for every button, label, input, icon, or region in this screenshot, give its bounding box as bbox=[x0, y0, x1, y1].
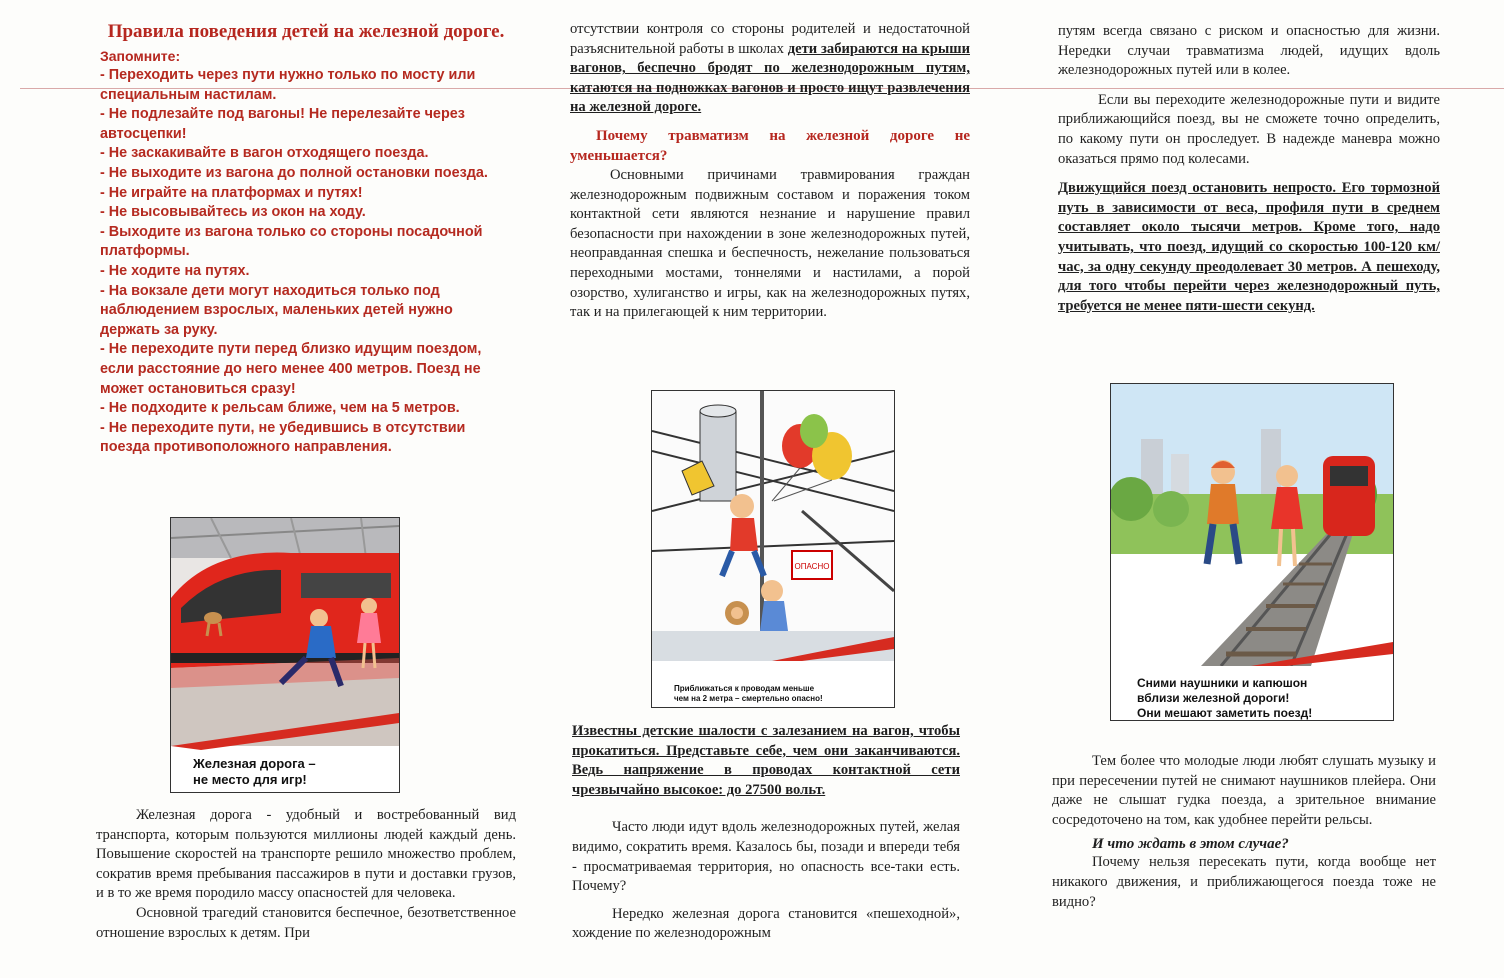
rule-item: - Переходить через пути нужно только по мосту или специальным настилам. bbox=[100, 67, 476, 103]
rule-item: - На вокзале дети могут находиться только под наблюдением взрослых, маленьких детей нужно держать за руку. bbox=[100, 282, 453, 338]
column-1-bottom bbox=[96, 806, 516, 943]
rule-item: - Не подлезайте под вагоны! Не перелезайте через автосцепки! bbox=[100, 106, 465, 142]
paragraph: Основными причинами травмирования граждан железнодорожным подвижным составом и поражения током контактной сети являются незнание и нарушение правил безопасности при нахождении в зоне железнодорожных путей, неоправданная спешка и беспечность, нежелание пользоваться переходными мостами, тоннелями и настилами, а порой озорство, хулиганство и игры, как на железнодорожных путях, так и на прилегающей к ним территории. bbox=[570, 166, 970, 321]
subheading: Почему травматизм на железной дороге не уменьшается? bbox=[570, 127, 970, 164]
rule-item: - Не заскакивайте в вагон отходящего поезда. bbox=[100, 145, 429, 162]
paragraph: Основной трагедий становится беспечное, безответственное отношение взрослых к детям. При bbox=[96, 904, 516, 941]
rule-item: - Выходите из вагона только со стороны посадочной платформы. bbox=[100, 223, 483, 260]
column-2-bottom bbox=[572, 722, 960, 944]
column-1 bbox=[96, 0, 516, 458]
paragraph: Часто люди идут вдоль железнодорожных путей, желая видимо, сократить время. Казалось бы, позади и впереди тебя - просматриваемая территория, но опасность все-таки есть. Почему? bbox=[572, 819, 960, 895]
paragraph: Известны детские шалости с залезанием на вагон, чтобы прокатиться. Представьте себе, чем они заканчиваются. Ведь напряжение в проводах контактной сети чрезвычайно высокое: до 27500 вольт. bbox=[572, 723, 960, 798]
rule-item: - Не играйте на платформах и путях! bbox=[100, 184, 363, 201]
paragraph: Почему нельзя пересекать пути, когда вообще нет никакого движения, и приближающегося поезда тоже не видно? bbox=[1052, 854, 1436, 910]
paragraph: путям всегда связано с риском и опасностью для жизни. Нередки случаи травматизма людей, идущих вдоль железнодорожных путей или в колее. bbox=[1058, 23, 1440, 79]
rule-item: - Не высовывайтесь из окон на ходу. bbox=[100, 204, 366, 221]
column-3-bottom bbox=[1052, 752, 1436, 912]
paragraph: Если вы переходите железнодорожные пути и видите приближающийся поезд, вы не сможете точно определить, по какому пути он проследует. В надежде маневра можно оказаться прямо под колесами. bbox=[1058, 91, 1440, 167]
tracks-children-image bbox=[1111, 384, 1393, 666]
figure-caption: Приближаться к проводам меньше чем на 2 метра – смертельно опасно! bbox=[674, 684, 823, 703]
illustration-platform bbox=[170, 517, 400, 793]
rule-item: - Не подходите к рельсам ближе, чем на 5 метров. bbox=[100, 400, 460, 417]
paragraph: Тем более что молодые люди любят слушать музыку и при пересечении путей не снимают наушников плейера. Они даже не слышат гудка поезда, а зрительное внимание сосредоточено на том, как удобнее перейти рельсы. bbox=[1052, 753, 1436, 828]
column-3 bbox=[1058, 22, 1440, 316]
illustration-tracks bbox=[1110, 383, 1394, 721]
rule-item: - Не выходите из вагона до полной остановки поезда. bbox=[100, 164, 488, 181]
wires-danger-image bbox=[652, 391, 894, 661]
illustration-wires bbox=[651, 390, 895, 708]
page-title: Правила поведения детей на железной дороге. bbox=[107, 21, 505, 42]
platform-train-image bbox=[171, 518, 399, 792]
paragraph: Железная дорога - удобный и востребованный вид транспорта, которым пользуются миллионы людей каждый день. Повышение скоростей на транспорте решило множество проблем, сократив время пребывания пассажиров в пути и доставки грузов, и в то же время породило массу опасностей для человека. bbox=[96, 807, 516, 902]
rules-list bbox=[100, 66, 516, 458]
paragraph: Нередко железная дорога становится «пешеходной», хождение по железнодорожным bbox=[572, 905, 960, 942]
column-2 bbox=[570, 20, 970, 323]
italic-heading: И что ждать в этом случае? bbox=[1092, 836, 1289, 853]
rule-item: - Не переходите пути, не убедившись в отсутствии поезда противоположного направления. bbox=[100, 419, 466, 456]
figure-caption: Сними наушники и капюшон вблизи железной дороги! Они мешают заметить поезд! bbox=[1137, 676, 1313, 720]
rule-item: - Не переходите пути перед близко идущим поездом, если расстояние до него менее 400 метров. Поезд не может остановиться сразу! bbox=[100, 341, 482, 397]
sign-text: ОПАСНО bbox=[794, 562, 830, 571]
rule-item: - Не ходите на путях. bbox=[100, 262, 250, 279]
paragraph: отсутствии контроля со стороны родителей и недостаточной разъяснительной работы в школах дети забираются на крыши вагонов, беспечно бродят по железнодорожным путям, катаются на подножках вагонов и просто ищут развлечения на железной дороге. bbox=[570, 21, 970, 116]
paragraph: Движущийся поезд остановить непросто. Его тормозной путь в зависимости от веса, профиля пути в среднем составляет около тысячи метров. Кроме того, надо учитывать, что поезд, идущий со скоростью 100-120 км/час, за одну секунду преодолевает 30 метров. А пешеходу, для того чтобы перейти через железнодорожный путь, требуется не менее пяти-шести секунд. bbox=[1058, 180, 1440, 314]
remember-label: Запомните: bbox=[100, 48, 181, 64]
figure-caption: Железная дорога – не место для игр! bbox=[193, 756, 316, 787]
